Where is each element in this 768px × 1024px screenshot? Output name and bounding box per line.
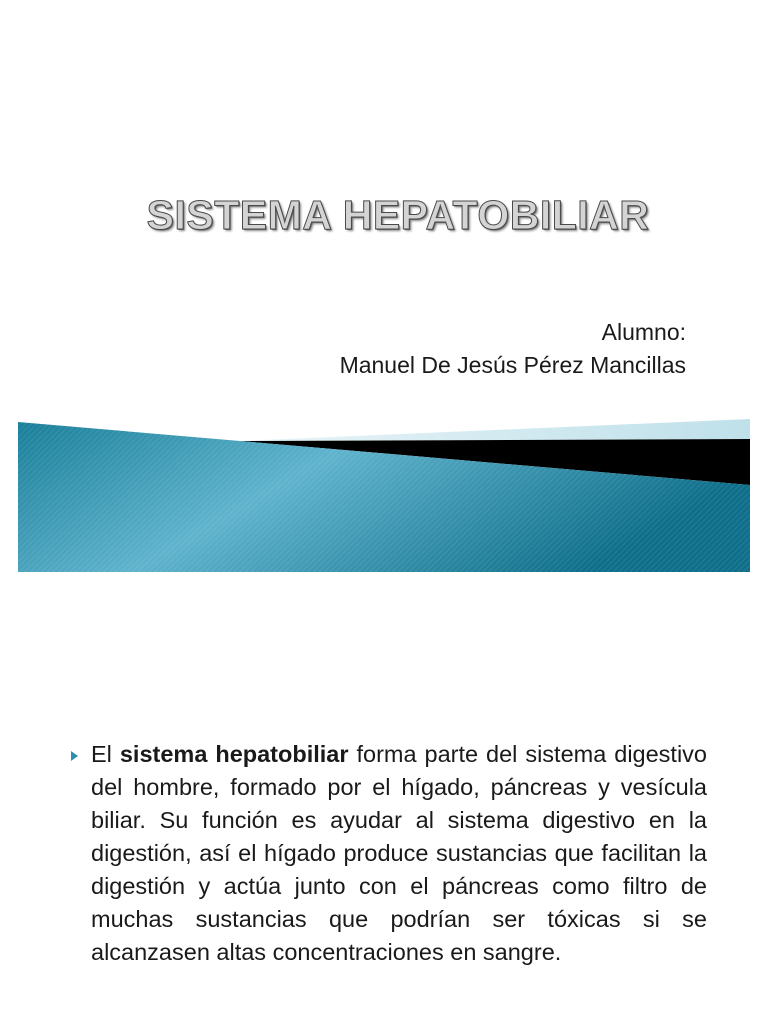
- slide-title: SISTEMA HEPATOBILIAR: [146, 192, 650, 238]
- author-label: Alumno:: [601, 319, 686, 345]
- body-rest: forma parte del sistema digestivo del hombre, formado por el hígado, páncreas y vesícula biliar. Su función es ayudar al sistema digestivo en la digestión, así el hígado produce sustancias que facilitan la digestión y actúa junto con el páncreas como filtro de muchas sustancias que podrían ser tóxicas si se alcanzasen altas concentraciones en sangre.: [91, 741, 707, 965]
- decorative-banner: [0, 415, 768, 575]
- body-paragraph: [91, 738, 707, 969]
- author-name: Manuel De Jesús Pérez Mancillas: [339, 352, 686, 378]
- banner-pale-band: [240, 419, 750, 441]
- body-lead: El: [91, 741, 120, 767]
- author-block: [340, 316, 686, 382]
- body-highlight: sistema hepatobiliar: [119, 741, 349, 767]
- triangle-right-icon: [70, 750, 80, 762]
